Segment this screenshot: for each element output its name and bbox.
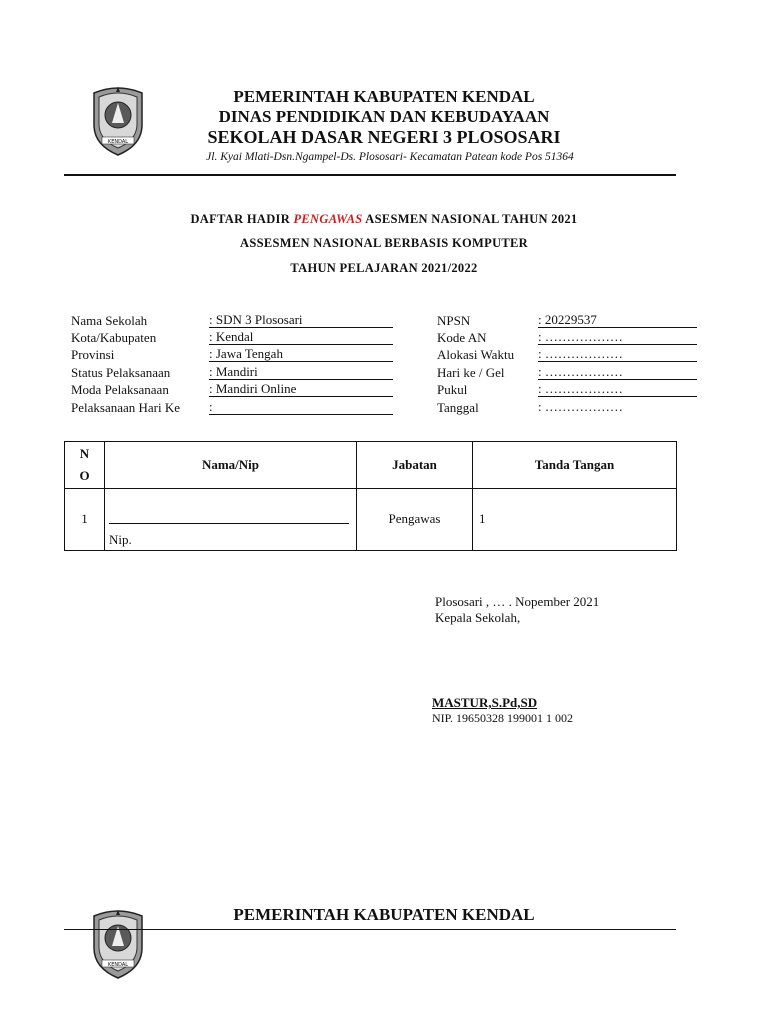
label-nama-sekolah: Nama Sekolah bbox=[71, 313, 148, 328]
label-hari-gel: Hari ke / Gel bbox=[437, 365, 505, 380]
value-nama-sekolah: : SDN 3 Plososari bbox=[209, 312, 393, 328]
row-name-cell bbox=[105, 489, 357, 551]
label-npsn: NPSN bbox=[437, 313, 471, 328]
next-page-divider bbox=[64, 929, 676, 930]
header-department: DINAS PENDIDIKAN DAN KEBUDAYAAN bbox=[218, 107, 550, 126]
header-no: N O bbox=[65, 442, 105, 489]
document-subtitle: ASSESMEN NASIONAL BERBASIS KOMPUTER bbox=[240, 236, 528, 250]
header-name: Nama/Nip bbox=[105, 442, 357, 489]
row-sign: 1 bbox=[473, 489, 677, 551]
label-kode-an: Kode AN bbox=[437, 330, 487, 345]
header-government: PEMERINTAH KABUPATEN KENDAL bbox=[233, 87, 535, 106]
label-status: Status Pelaksanaan bbox=[71, 365, 171, 380]
row-nip-label: Nip. bbox=[109, 532, 132, 547]
value-provinsi: : Jawa Tengah bbox=[209, 346, 393, 362]
logo-text-next-page: KENDAL bbox=[107, 962, 129, 968]
header-sign: Tanda Tangan bbox=[473, 442, 677, 489]
value-alokasi: : ……………… bbox=[538, 346, 697, 362]
attendance-table bbox=[64, 441, 677, 551]
signature-place-date: Plososari , … . Nopember 2021 bbox=[435, 594, 600, 609]
header-divider bbox=[64, 174, 676, 176]
label-moda: Moda Pelaksanaan bbox=[71, 382, 169, 397]
label-kota: Kota/Kabupaten bbox=[71, 330, 157, 345]
signature-name: MASTUR,S.Pd,SD bbox=[432, 695, 538, 710]
name-line bbox=[109, 523, 349, 524]
next-page-header: PEMERINTAH KABUPATEN KENDAL bbox=[233, 905, 535, 924]
header-role: Jabatan bbox=[357, 442, 473, 489]
value-npsn: : 20229537 bbox=[538, 312, 697, 328]
table-row bbox=[65, 489, 677, 551]
table-header-row bbox=[65, 442, 677, 489]
value-hari-gel: : ……………… bbox=[538, 364, 697, 380]
label-alokasi: Alokasi Waktu bbox=[437, 347, 515, 362]
label-hari-ke: Pelaksanaan Hari Ke bbox=[71, 400, 181, 415]
value-kode-an: : ……………… bbox=[538, 329, 697, 345]
header-address: Jl. Kyai Mlati-Dsn.Ngampel-Ds. Plososari- Kecamatan Patean kode Pos 51364 bbox=[206, 151, 574, 163]
title-highlight: PENGAWAS bbox=[293, 212, 363, 226]
value-pukul: : ……………… bbox=[538, 381, 697, 397]
label-provinsi: Provinsi bbox=[71, 347, 115, 362]
value-hari-ke: : bbox=[209, 399, 393, 415]
value-tanggal: : ……………… bbox=[538, 399, 623, 414]
value-moda: : Mandiri Online bbox=[209, 381, 393, 397]
row-role: Pengawas bbox=[357, 489, 473, 551]
logo-text: KENDAL bbox=[107, 139, 129, 145]
document-title: DAFTAR HADIR PENGAWAS ASESMEN NASIONAL TAHUN 2021 bbox=[190, 212, 578, 226]
label-pukul: Pukul bbox=[437, 382, 468, 397]
signature-position: Kepala Sekolah, bbox=[435, 610, 521, 625]
header-school: SEKOLAH DASAR NEGERI 3 PLOSOSARI bbox=[207, 127, 561, 147]
signature-nip: NIP. 19650328 199001 1 002 bbox=[432, 711, 574, 725]
label-tanggal: Tanggal bbox=[437, 400, 479, 415]
row-no: 1 bbox=[65, 489, 105, 551]
document-year: TAHUN PELAJARAN 2021/2022 bbox=[290, 261, 478, 275]
value-status: : Mandiri bbox=[209, 364, 393, 380]
value-kota: : Kendal bbox=[209, 329, 393, 345]
